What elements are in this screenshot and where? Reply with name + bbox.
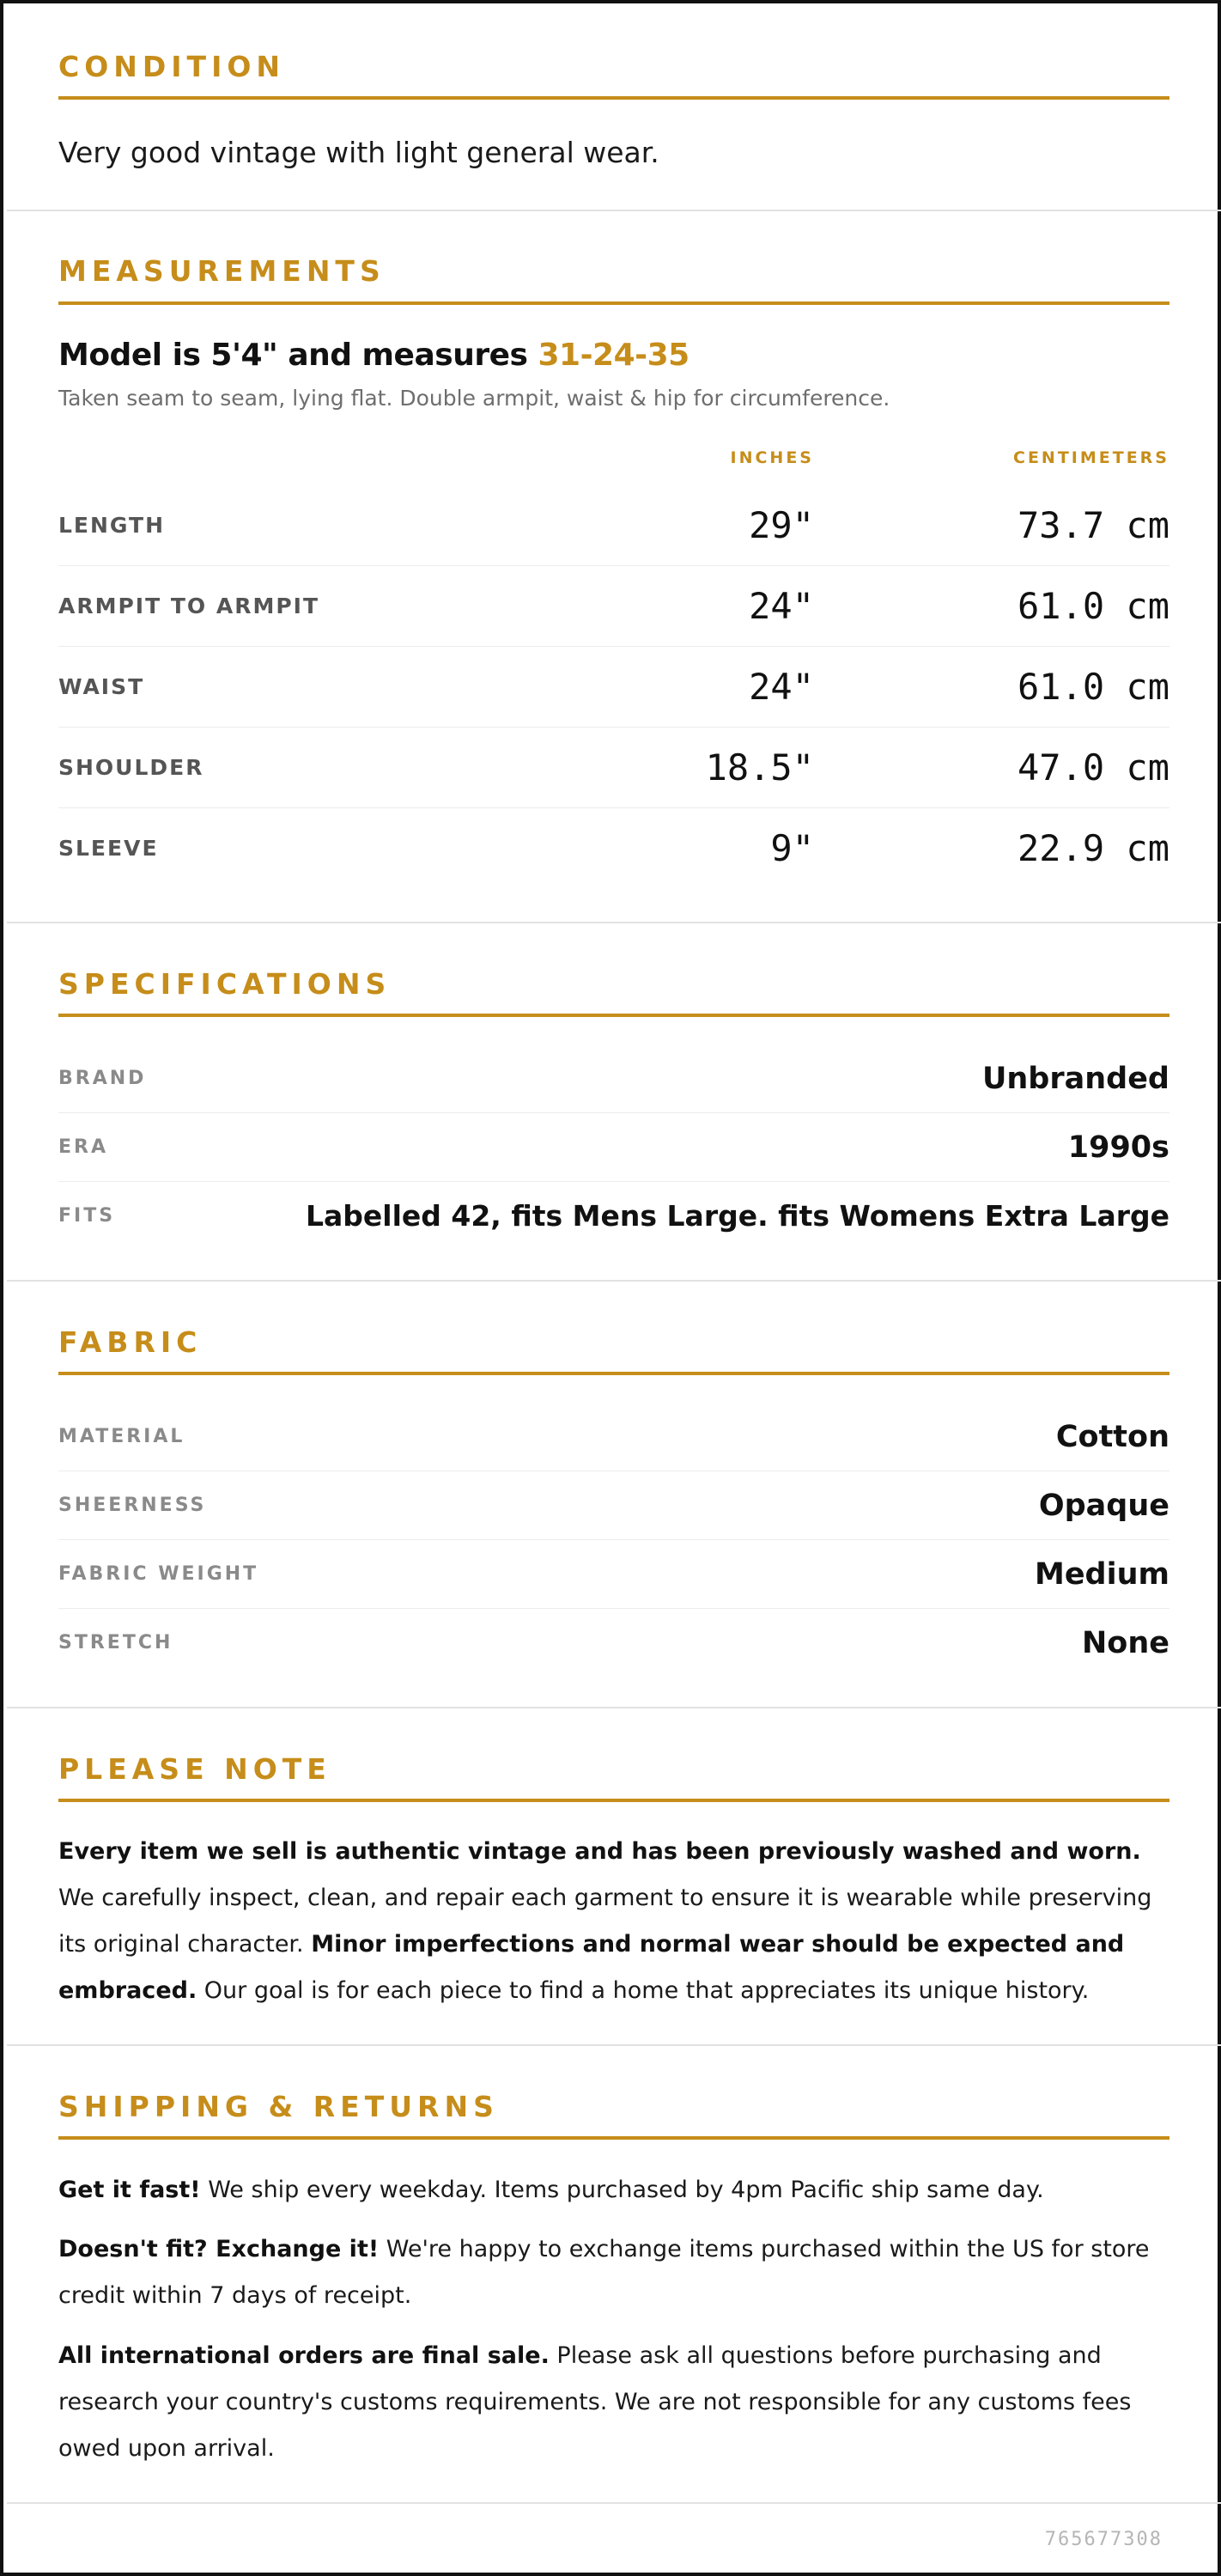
sku-number: 765677308 bbox=[1044, 2529, 1163, 2550]
measurement-cm: 61.0 cm bbox=[1017, 585, 1169, 627]
measurement-inches: 24" bbox=[749, 585, 814, 627]
shipping-paragraph-fast bbox=[58, 2167, 1169, 2214]
section-divider bbox=[7, 2502, 1221, 2504]
condition-rule bbox=[58, 96, 1169, 100]
spec-label: STRETCH bbox=[58, 1632, 173, 1653]
measurements-rule bbox=[58, 301, 1169, 305]
spec-row bbox=[58, 1540, 1169, 1609]
shipping-text-1: We ship every weekday. Items purchased by 4pm Pacific ship same day. bbox=[200, 2177, 1044, 2203]
measurement-label: SHOULDER bbox=[58, 755, 204, 780]
condition-title: CONDITION bbox=[58, 50, 286, 83]
measurement-inches: 9" bbox=[770, 827, 814, 869]
measurement-row bbox=[58, 647, 1169, 728]
section-divider bbox=[7, 1280, 1221, 1282]
shipping-bold-2: Doesn't fit? Exchange it! bbox=[58, 2236, 380, 2262]
spec-value: Medium bbox=[1034, 1557, 1169, 1592]
measurement-label: WAIST bbox=[58, 674, 145, 699]
measurement-row bbox=[58, 485, 1169, 566]
shipping-text-2: We're happy to exchange items purchased within the US for store credit within 7 days of receipt. bbox=[58, 2236, 1150, 2309]
measurement-inches: 18.5" bbox=[705, 746, 814, 789]
shipping-paragraph-international bbox=[58, 2333, 1169, 2472]
spec-value: Labelled 42, fits Mens Large. fits Womens Extra Large bbox=[305, 1199, 1169, 1233]
measurement-row bbox=[58, 566, 1169, 647]
shipping-text-3: Please ask all questions before purchasing and research your country's customs requirements. We are not responsible for any customs fees owed upon arrival. bbox=[58, 2342, 1132, 2462]
shipping-rule bbox=[58, 2136, 1169, 2140]
fabric-title: FABRIC bbox=[58, 1325, 203, 1359]
shipping-bold-1: Get it fast! bbox=[58, 2177, 201, 2203]
note-bold-1: Every item we sell is authentic vintage and has been previously washed and worn. bbox=[58, 1838, 1141, 1865]
spec-row bbox=[58, 1609, 1169, 1678]
shipping-bold-3: All international orders are final sale. bbox=[58, 2342, 550, 2369]
measurement-cm: 22.9 cm bbox=[1017, 827, 1169, 869]
measurement-inches: 24" bbox=[749, 666, 814, 708]
spec-label: FABRIC WEIGHT bbox=[58, 1563, 259, 1585]
measurement-note: Taken seam to seam, lying flat. Double armpit, waist & hip for circumference. bbox=[58, 386, 890, 411]
measurement-inches: 29" bbox=[749, 504, 814, 546]
model-stats: 31-24-35 bbox=[538, 338, 689, 373]
please-note-rule bbox=[58, 1799, 1169, 1802]
spec-row bbox=[58, 1403, 1169, 1471]
measurements-title: MEASUREMENTS bbox=[58, 254, 386, 288]
section-divider bbox=[7, 1707, 1221, 1708]
please-note-paragraph bbox=[58, 1829, 1169, 2014]
spec-row bbox=[58, 1113, 1169, 1182]
spec-label: MATERIAL bbox=[58, 1426, 185, 1447]
spec-label: SHEERNESS bbox=[58, 1495, 207, 1516]
model-measures-heading bbox=[58, 336, 689, 375]
spec-value: Cotton bbox=[1055, 1420, 1169, 1454]
measurement-cm: 47.0 cm bbox=[1017, 746, 1169, 789]
note-text-1: We carefully inspect, clean, and repair each garment to ensure it is wearable while preserving its original character. bbox=[58, 1885, 1152, 1958]
measurement-label: LENGTH bbox=[58, 513, 165, 538]
please-note-title: PLEASE NOTE bbox=[58, 1752, 331, 1786]
spec-label: BRAND bbox=[58, 1068, 147, 1089]
condition-text: Very good vintage with light general wear. bbox=[58, 136, 659, 169]
spec-value: 1990s bbox=[1067, 1130, 1169, 1165]
spec-value: Opaque bbox=[1038, 1489, 1169, 1523]
measurement-label: ARMPIT TO ARMPIT bbox=[58, 594, 320, 618]
spec-row bbox=[58, 1471, 1169, 1540]
section-divider bbox=[7, 210, 1221, 211]
specifications-rule bbox=[58, 1014, 1169, 1017]
inches-column-header: INCHES bbox=[730, 448, 814, 467]
measurement-cm: 73.7 cm bbox=[1017, 504, 1169, 546]
measurement-cm: 61.0 cm bbox=[1017, 666, 1169, 708]
measurement-label: SLEEVE bbox=[58, 836, 159, 861]
specifications-title: SPECIFICATIONS bbox=[58, 967, 392, 1001]
spec-value: Unbranded bbox=[981, 1062, 1169, 1096]
spec-label: ERA bbox=[58, 1136, 108, 1158]
section-divider bbox=[7, 922, 1221, 923]
note-text-2: Our goal is for each piece to find a home that appreciates its unique history. bbox=[197, 1977, 1090, 2004]
spec-label: FITS bbox=[58, 1205, 116, 1227]
measurement-row bbox=[58, 728, 1169, 808]
spec-value: None bbox=[1082, 1626, 1169, 1660]
centimeters-column-header: CENTIMETERS bbox=[1013, 448, 1169, 467]
spec-row bbox=[58, 1044, 1169, 1113]
model-prefix: Model is 5'4" and measures bbox=[58, 338, 528, 373]
section-divider bbox=[7, 2044, 1221, 2046]
fabric-rule bbox=[58, 1372, 1169, 1375]
spec-row bbox=[58, 1182, 1169, 1251]
note-bold-2: Minor imperfections and normal wear should be expected and embraced. bbox=[58, 1931, 1125, 2004]
measurement-row bbox=[58, 808, 1169, 889]
shipping-title: SHIPPING & RETURNS bbox=[58, 2090, 499, 2123]
shipping-paragraph-exchange bbox=[58, 2226, 1169, 2319]
